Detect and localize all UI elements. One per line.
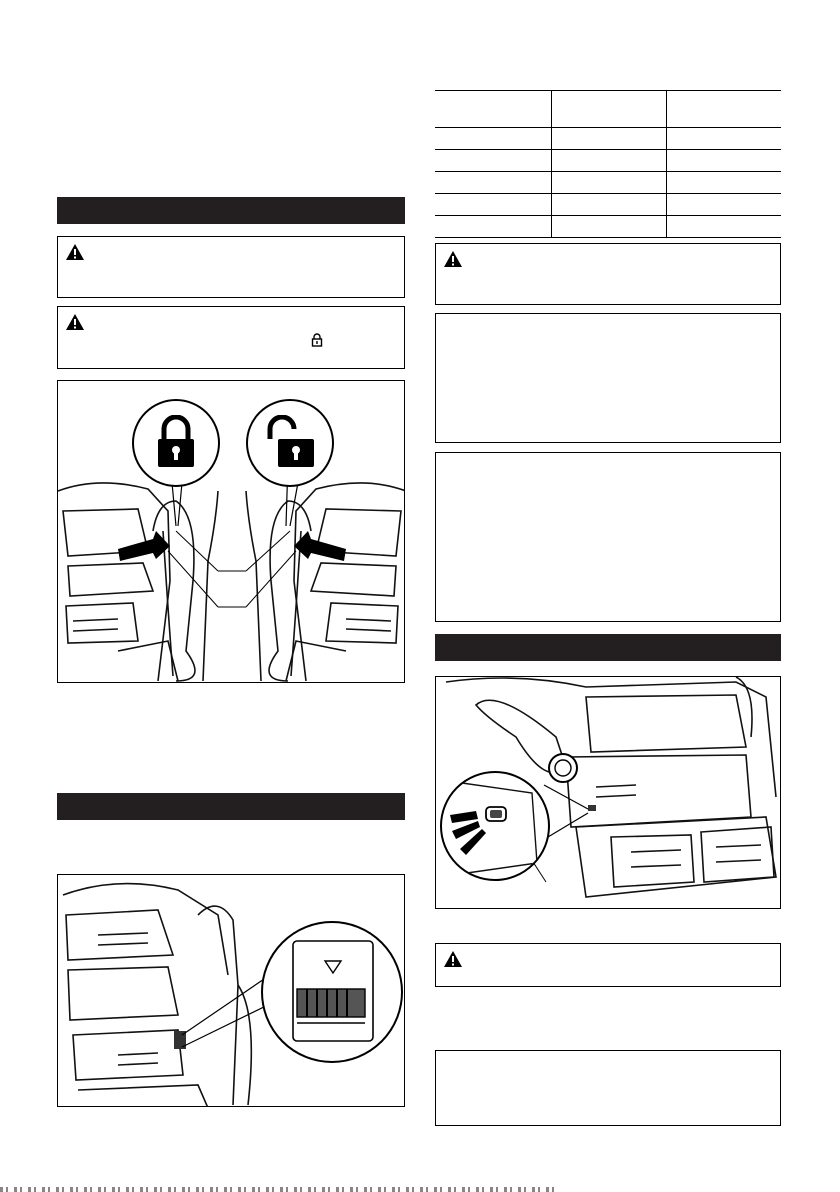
section-header-2 (57, 793, 405, 820)
lock-icon (154, 415, 198, 469)
table-cell (552, 194, 667, 216)
table-cell (667, 150, 782, 172)
table-row (435, 194, 781, 216)
table-cell (552, 91, 667, 128)
section-header-3 (435, 634, 781, 661)
table-cell (552, 128, 667, 150)
caution-box-4 (435, 943, 781, 987)
table-cell (552, 172, 667, 194)
table-cell (667, 91, 782, 128)
table-row (435, 216, 781, 238)
note-box-1 (435, 313, 781, 443)
unlock-callout (246, 399, 334, 487)
table-cell (435, 194, 552, 216)
table-row (435, 150, 781, 172)
table-cell (667, 172, 782, 194)
section-header-1 (57, 197, 405, 224)
warning-triangle-icon (443, 950, 463, 968)
padlock-icon (311, 333, 323, 347)
table-row (435, 172, 781, 194)
table-cell (435, 91, 552, 128)
table-cell (552, 150, 667, 172)
footer-text-strip (0, 1187, 560, 1192)
warning-triangle-icon (65, 313, 85, 331)
figure-lock-unlock (57, 380, 405, 683)
table-cell (667, 194, 782, 216)
table-cell (435, 216, 552, 238)
caution-box-1 (57, 236, 405, 298)
warning-triangle-icon (65, 243, 85, 261)
lock-callout (132, 399, 220, 487)
note-box-2 (435, 452, 781, 622)
spec-table (435, 90, 781, 238)
table-cell (667, 216, 782, 238)
table-row (435, 91, 781, 128)
table-row (435, 128, 781, 150)
table-cell (435, 150, 552, 172)
figure-dial (57, 874, 405, 1107)
unlock-icon (266, 415, 316, 469)
caution-box-2 (57, 306, 405, 369)
table-cell (435, 128, 552, 150)
caution-box-3 (435, 243, 781, 305)
figure-indicator-lamp (435, 676, 781, 909)
table-cell (552, 216, 667, 238)
table-cell (435, 172, 552, 194)
warning-triangle-icon (443, 250, 463, 268)
indicator-callout (440, 771, 550, 881)
table-cell (667, 128, 782, 150)
note-box-3 (435, 1050, 781, 1126)
dial-callout (261, 921, 403, 1063)
